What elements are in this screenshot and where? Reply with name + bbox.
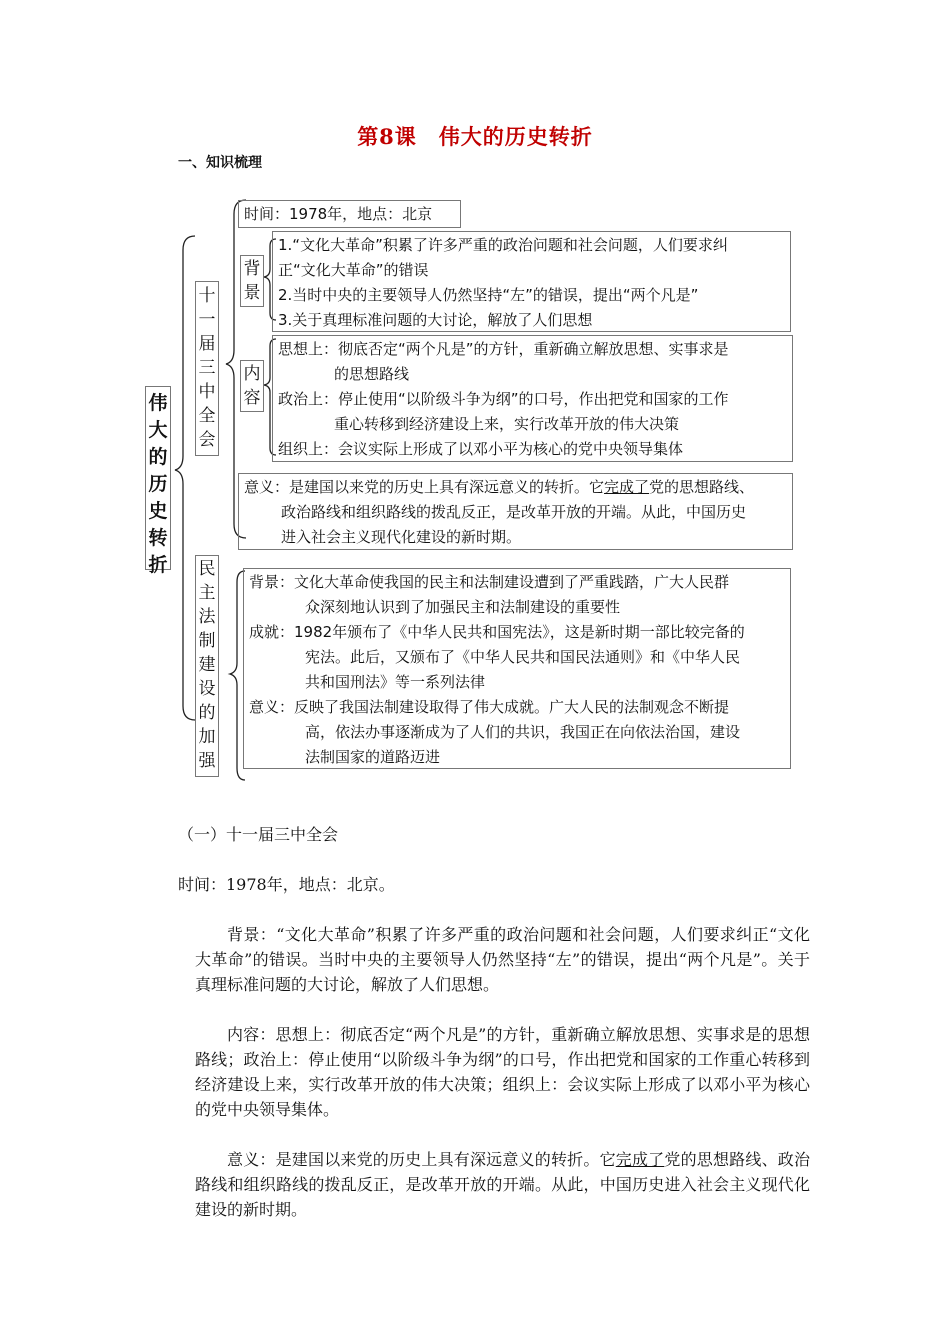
root-char: 史 (148, 500, 168, 522)
branch2-char: 建 (198, 655, 216, 675)
root-char: 历 (148, 473, 168, 495)
background-label-char: 景 (243, 283, 261, 303)
root-char: 大 (148, 419, 168, 441)
branch1-char: 十 (198, 286, 216, 306)
root-topic-box (145, 386, 171, 576)
content-thought-head: 思想上： (278, 340, 339, 358)
time-box (238, 200, 461, 228)
legal-significance-head: 意义： (249, 698, 295, 716)
branch2-char: 法 (198, 607, 216, 627)
branch2-char: 的 (198, 703, 216, 723)
content-politics-line: 停止使用“以阶级斗争为纲”的口号，作出把党和国家的工作 (338, 390, 729, 408)
branch2-char: 加 (198, 727, 216, 747)
content-organization (278, 437, 787, 462)
root-char: 伟 (148, 392, 168, 414)
time-paragraph: 时间：1978年，地点：北京。 (178, 875, 395, 894)
content-box (272, 335, 793, 462)
branch1-char: 届 (198, 334, 216, 354)
background-label-box (240, 255, 264, 307)
content-label-box (240, 360, 264, 412)
legal-background-head: 背景： (249, 573, 295, 591)
legal-achievement-head: 成就： (249, 623, 295, 641)
background-line: 正“文化大革命”的错误 (278, 261, 429, 279)
legal-achievement (249, 620, 785, 645)
content-thought (278, 337, 787, 362)
content-organization-line: 会议实际上形成了以邓小平为核心的党中央领导集体 (338, 440, 684, 458)
significance-box (238, 473, 793, 550)
legal-line: 共和国刑法》等一系列法律 (305, 673, 486, 691)
significance-paragraph-underlined: 完成了 (615, 1150, 665, 1169)
significance-line: 政治路线和组织路线的拨乱反正，是改革开放的开端。从此，中国历史 (281, 503, 747, 521)
legal-line: 宪法。此后，又颁布了《中华人民共和国民法通则》和《中华人民 (305, 648, 741, 666)
significance-underlined: 完成了 (604, 478, 650, 496)
root-char: 转 (148, 527, 168, 549)
branch1-char: 三 (198, 358, 216, 378)
legal-background (249, 570, 785, 595)
legal-line: 众深刻地认识到了加强民主和法制建设的重要性 (305, 598, 621, 616)
significance-line (244, 475, 787, 500)
branch2-char: 民 (198, 559, 216, 579)
legal-line: 反映了我国法制建设取得了伟大成就。广大人民的法制观念不断提 (294, 698, 730, 716)
branch1-char: 中 (198, 382, 216, 402)
background-box (272, 231, 791, 332)
root-char: 折 (148, 554, 168, 576)
legal-line: 高，依法办事逐渐成为了人们的共识，我国正在向依法治国，建设 (305, 723, 741, 741)
background-line: 2.当时中央的主要领导人仍然坚持“左”的错误，提出“两个凡是” (278, 286, 699, 304)
background-line: 1.“文化大革命”积累了许多严重的政治问题和社会问题，人们要求纠 (278, 236, 728, 254)
content-thought-line: 的思想路线 (334, 365, 410, 383)
legal-line: 1982年颁布了《中华人民共和国宪法》，这是新时期一部比较完备的 (294, 623, 745, 641)
significance-text: 党的思想路线、 (649, 478, 755, 496)
branch2-char: 制 (198, 631, 216, 651)
branch2-char: 强 (198, 751, 216, 771)
subsection-heading: （一）十一届三中全会 (178, 825, 339, 844)
significance-text: 是建国以来党的历史上具有深远意义的转折。它 (289, 478, 605, 496)
significance-head: 意义： (244, 478, 290, 496)
legal-significance (249, 695, 785, 720)
section-heading: 一、知识梳理 (178, 155, 262, 171)
branch1-char: 会 (198, 430, 216, 450)
legal-line: 法制国家的道路迈进 (305, 748, 441, 766)
root-char: 的 (148, 446, 168, 468)
significance-line: 进入社会主义现代化建设的新时期。 (281, 528, 522, 546)
content-thought-line: 彻底否定“两个凡是”的方针，重新确立解放思想、实事求是 (338, 340, 729, 358)
content-paragraph: 内容：思想上：彻底否定“两个凡是”的方针，重新确立解放思想、实事求是的思想路线；政治上：停止使用“以阶级斗争为纲”的口号，作出把党和国家的工作重心转移到经济建设上来，实行改革开放的伟大决策；组织上：会议实际上形成了以邓小平为核心的党中央领导集体。 (195, 1025, 810, 1119)
background-paragraph: 背景：“文化大革命”积累了许多严重的政治问题和社会问题，人们要求纠正“文化大革命”的错误。当时中央的主要领导人仍然坚持“左”的错误，提出“两个凡是”。关于真理标准问题的大讨论，解放了人们思想。 (195, 925, 810, 994)
legal-system-box (243, 568, 791, 769)
page-title: 第8课 伟大的历史转折 (357, 124, 593, 149)
background-line: 3.关于真理标准问题的大讨论，解放了人们思想 (278, 311, 593, 329)
branch1-char: 全 (198, 406, 216, 426)
content-organization-head: 组织上： (278, 440, 339, 458)
legal-line: 文化大革命使我国的民主和法制建设遭到了严重践踏，广大人民群 (294, 573, 730, 591)
branch1-label-box (195, 281, 219, 456)
branch2-char: 设 (198, 679, 216, 699)
significance-paragraph (195, 1147, 810, 1222)
content-politics-head: 政治上： (278, 390, 339, 408)
branch2-label-box (195, 555, 219, 777)
branch1-char: 一 (198, 310, 216, 330)
branch2-char: 主 (198, 583, 216, 603)
content-label-char: 内 (243, 364, 261, 384)
significance-paragraph-text: 党的思想路线、政治路线和组织路线的拨乱反正，是改革开放的开端。从此，中国历史进入社会主义现代化建设的新时期。 (195, 1150, 810, 1219)
time-text: 时间：1978年，地点：北京 (244, 205, 433, 223)
significance-paragraph-text: 意义：是建国以来党的历史上具有深远意义的转折。它 (227, 1150, 616, 1169)
content-politics (278, 387, 787, 412)
root-brace (175, 236, 195, 720)
background-label-char: 背 (243, 259, 261, 279)
content-label-char: 容 (243, 388, 261, 408)
content-politics-line: 重心转移到经济建设上来，实行改革开放的伟大决策 (334, 415, 680, 433)
